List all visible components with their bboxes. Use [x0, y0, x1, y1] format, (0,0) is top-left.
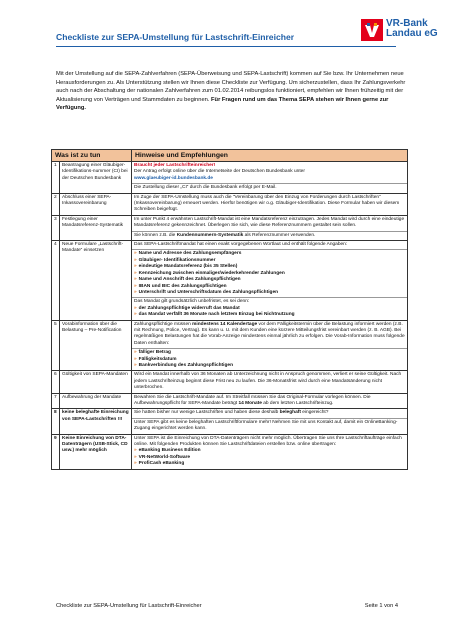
hint-text: Unter SEPA ist die Einreichung von DTA-Datenträgern nicht mehr möglich. Übertragen Sie uns Ihre Lastschriftaufträge einfach online. Mit folgenden Produkten können Sie Lastschriftdateien erstellen bzw. online übertragen: [134, 435, 402, 448]
row-task: Keine Einreichung von DTA-Datenträgern (USB-Stick, CD usw.) mehr möglich [60, 434, 132, 469]
row-hints [132, 320, 408, 371]
row-number: 5 [52, 320, 60, 371]
hint-text: Im unter Punkt 4 erwähnten Lastschrift-Mandat ist eine Mandatsreferenz einzutragen. Jedes Mandat wird durch eine eindeutige Mandatsreferenz gekennzeichnet. Überlegen Sie sich, wie diese Referenznummern gestaltet sein sollen. [134, 216, 405, 229]
row-task: Vorabinformation über die Belastung – Pre-Notification [60, 320, 132, 371]
warning-text: Braucht jeder Lastschrifteinreicher! [134, 163, 216, 168]
hint-subtext: Unter SEPA gibt es keine beleghaften Lastschriftformulare mehr! Nehmen Sie mit uns Kontakt auf, damit ein OnlineBanking-Zugang eingerichtet werden kann. [132, 418, 407, 433]
row-number: 3 [52, 215, 60, 240]
row-number: 9 [52, 434, 60, 469]
table-header-row [52, 150, 408, 162]
hint-sub-post: als Referenznummer verwenden. [244, 232, 316, 238]
hint-subtext [132, 231, 407, 239]
row-number: 8 [52, 409, 60, 434]
hint-post: vor dem Fälligkeitstermin über die Belastung informiert werden (z.B. mit Rechnung, Police, Vertrag). Es kann u. U. mit dem Kunden eine kürzere Mitteilungsfrist vereinbart werden (z. B. AGB). Bei regelmäßigen Belastungen hat die Vorab-Anzeige mindestens einmal jährlich zu erfolgen. Die Vorab-Information muss folgende Daten enthalten: [134, 321, 405, 346]
hint-bold: mindestens 14 Kalendertage [192, 321, 258, 327]
hint-post: ab dem letzten Lastschrifteinzug. [263, 401, 334, 406]
list-item: » IBAN und BIC des Zahlungspflichtigen [134, 284, 405, 290]
row-hints [132, 434, 408, 469]
checklist-table [51, 149, 408, 470]
table-row [52, 215, 408, 240]
bundesbank-link[interactable]: www.glaeubiger-id.bundesbank.de [134, 175, 213, 181]
list-item: » Name und Adresse des Zahlungsempfängers [134, 251, 405, 257]
hint-text: Bewahren Sie die Lastschrift-Mandate auf. Im Streitfall müssen Sie das Original-Formular vorlegen können. Die Aufbewahrungspflicht für SEPA-Mandate beträgt [134, 394, 371, 406]
row-number: 6 [52, 371, 60, 393]
hint-sub-bold: Kundennummern-Systematik [176, 232, 244, 238]
table-row [52, 193, 408, 215]
row-number: 2 [52, 193, 60, 215]
page-header [0, 0, 453, 48]
table-row [52, 162, 408, 194]
hint-text: Das Mandat gilt grundsätzlich unbefristet, es sei denn: [134, 299, 250, 305]
column-header-hints: Hinweise und Empfehlungen [132, 150, 408, 162]
row-hints [132, 162, 408, 194]
list-item: » Unterschrift und Unterschriftsdatum des Zahlungspflichtigen [134, 290, 405, 296]
page-footer [56, 603, 398, 609]
column-header-what: Was ist zu tun [52, 150, 132, 162]
row-number: 1 [52, 162, 60, 194]
table-row [52, 241, 408, 320]
hint-text: Der Antrag erfolgt online über die Internetseite der Deutschen Bundesbank unter [134, 169, 305, 175]
hint-text: Das SEPA-Lastschriftmandat hat einen exakt vorgegebenen Wortlaut und enthält folgende Angaben: [134, 242, 348, 248]
bank-logo-icon [361, 19, 383, 41]
table-row [52, 393, 408, 409]
footer-title: Checkliste zur SEPA-Umstellung für Lastschrift-Einreicher [56, 603, 202, 609]
hint-pre: Zahlungspflichtige müssen [134, 321, 191, 327]
prenotification-list [132, 348, 407, 369]
row-hints [132, 215, 408, 240]
list-item: » eBanking Business Edition [134, 448, 405, 454]
list-item: » Name und Anschrift des Zahlungspflichtigen [134, 277, 405, 283]
bank-name-line2: Landau eG [386, 28, 438, 39]
row-task: Festlegung einer Mandatsreferenz-Systematik [60, 215, 132, 240]
table-row [52, 409, 408, 434]
table-row [52, 320, 408, 371]
list-item: » eindeutige Mandatsreferenz (bis 35 Stellen) [134, 264, 405, 270]
row-hints [132, 409, 408, 434]
table-row [52, 434, 408, 469]
row-number: 7 [52, 393, 60, 409]
row-task: keine beleghafte Einreichung von SEPA-Lastschriften !!! [60, 409, 132, 434]
row-task: Gültigkeit von SEPA-Mandaten [60, 371, 132, 393]
row-task: Aufbewahrung der Mandate [60, 393, 132, 409]
mandate-fields-list [132, 249, 407, 296]
list-item: » Gläubiger- Identifikationsnummer [134, 258, 405, 264]
row-hints: Im Zuge der SEPA-Umstellung muss auch die "Vereinbarung über den Einzug von Forderungen durch Lastschriften" (Inkassovereinbarung) erneuert werden. Hierfür benötigen wir o.g. Gläubiger-Identifikation. Diese Formular haben wir diesem Schreiben beigefügt. [132, 193, 408, 215]
row-hints [132, 241, 408, 320]
row-task: Abschluss einer SEPA-Inkassovereinbarung [60, 193, 132, 215]
page-number: Seite 1 von 4 [364, 603, 398, 609]
hint-sub-pre: Sie können z.B. die [134, 232, 176, 238]
intro-paragraph [56, 70, 408, 113]
row-task: Beantragung einer Gläubiger-Identifikations-nummer (CI) bei der Deutschen Bundesbank [60, 162, 132, 194]
intro-text: Mit der Umstellung auf die SEPA-Zahlverfahren (SEPA-Überweisung und SEPA-Lastschrift) kommen auf Sie bzw. Ihr Unternehmen neue Herausforderungen zu. Als Unterstützung stellen wir Ihnen diese Checkliste zur Verfügung. Um sicherzustellen, dass Ihr Zahlungsverkehr auch nach der Abschaltung der nationalen Zahlverfahren zum 01.02.2014 reibungslos funktioniert, empfehlen wir Ihnen frühzeitig mit der Aktualisierung von Verträgen und Stammdaten zu beginnen. [56, 71, 406, 103]
row-task: Neue Formulare „Lastschrift-Mandate“ einsetzen [60, 241, 132, 320]
list-item: » Bankverbindung des Zahlungspflichtigen [134, 363, 405, 369]
hint-subtext: Die Zustellung dieser „CI“ durch die Bundesbank erfolgt per E-Mail. [132, 183, 407, 191]
hint-bold: 14 Monate [238, 401, 262, 406]
list-item: » der Zahlungspflichtige widerruft das Mandat [134, 306, 405, 312]
list-item: » ProfiCash eBanking [134, 461, 405, 467]
hint-post: eingereicht? [302, 410, 329, 416]
bank-name [386, 19, 438, 39]
row-hints: Wird ein Mandat innerhalb von 36 Monaten ab Unterzeichnung nicht in Anspruch genommen, verliert er seine Gültigkeit. Nach jedem Lastschrifteinzug beginnt diese Frist neu zu laufen. Die 36-Monatsfrist wird durch eine Mandatsänderung nicht unterbrochen. [132, 371, 408, 393]
hint-text [134, 322, 405, 348]
row-hints [132, 393, 408, 409]
row-number: 4 [52, 241, 60, 320]
intro-bold-text: Für Fragen rund um das Thema SEPA stehen wir Ihnen gerne zur Verfügung. [56, 96, 389, 112]
list-item: » fälliger Betrag [134, 350, 405, 356]
bank-name-line1: VR-Bank [386, 18, 428, 29]
title-rule [56, 46, 396, 47]
mandate-validity [132, 297, 407, 318]
hint-text [134, 410, 405, 416]
table-row [52, 371, 408, 393]
hint-bold: beleghaft [279, 410, 301, 416]
list-item: » Fälligkeitsdatum [134, 357, 405, 363]
list-item: » VR-NetWorld-Software [134, 455, 405, 461]
list-item: » das Mandat verfällt 36 Monate nach letztem Einzug bei Nichtnutzung [134, 312, 405, 318]
list-item: » Kennzeichung zwischen einmaliger/wiederkehrender Zahlungen [134, 271, 405, 277]
page-title: Checkliste zur SEPA-Umstellung für Lastschrift-Einreicher [56, 32, 295, 42]
hint-pre: Sie hatten bisher nur wenige Lastschriften und haben diese deshalb [134, 410, 279, 416]
